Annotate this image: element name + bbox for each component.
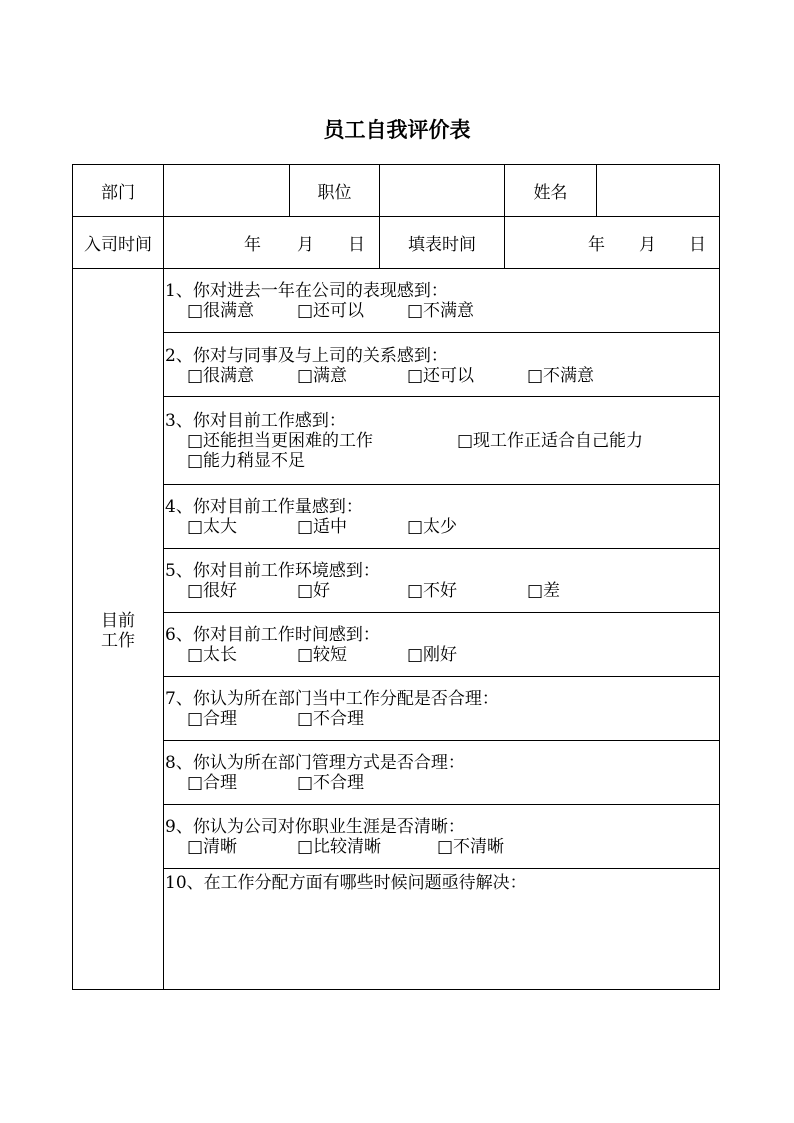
row-divider bbox=[163, 332, 719, 333]
row-divider bbox=[163, 676, 719, 677]
row-divider bbox=[163, 868, 719, 869]
question-7 bbox=[165, 689, 717, 729]
question-text: 5、你对目前工作环境感到： bbox=[165, 561, 380, 581]
section-label-line1: 目前 bbox=[101, 611, 135, 631]
question-text: 2、你对与同事及与上司的关系感到： bbox=[165, 346, 448, 366]
question-text: 3、你对目前工作感到： bbox=[165, 411, 346, 431]
option-checkbox[interactable]: □不合理 bbox=[297, 709, 365, 729]
option-checkbox[interactable]: □还可以 bbox=[407, 366, 475, 386]
option-checkbox[interactable]: □能力稍显不足 bbox=[187, 451, 306, 471]
form-title: 员工自我评价表 bbox=[323, 118, 471, 142]
row-divider bbox=[163, 396, 719, 397]
option-checkbox[interactable]: □满意 bbox=[297, 366, 348, 386]
section-label-line2: 工作 bbox=[101, 631, 135, 651]
option-checkbox[interactable]: □不合理 bbox=[297, 773, 365, 793]
position-label: 职位 bbox=[317, 183, 352, 203]
question-text: 1、你对进去一年在公司的表现感到： bbox=[165, 281, 448, 301]
evaluation-form bbox=[72, 164, 720, 990]
option-checkbox[interactable]: □差 bbox=[527, 581, 561, 601]
fill-date-label: 填表时间 bbox=[408, 235, 476, 255]
question-10-answer-area[interactable] bbox=[164, 895, 719, 989]
option-checkbox[interactable]: □太大 bbox=[187, 517, 238, 537]
option-checkbox[interactable]: □合理 bbox=[187, 709, 238, 729]
option-checkbox[interactable]: □不满意 bbox=[407, 301, 475, 321]
join-month-unit: 月 bbox=[297, 235, 314, 255]
row-divider bbox=[73, 268, 719, 269]
option-checkbox[interactable]: □太少 bbox=[407, 517, 458, 537]
question-text: 4、你对目前工作量感到： bbox=[165, 497, 363, 517]
join-date-label: 入司时间 bbox=[84, 235, 152, 255]
question-text: 6、你对目前工作时间感到： bbox=[165, 625, 380, 645]
join-day-unit: 日 bbox=[348, 235, 365, 255]
department-label: 部门 bbox=[101, 183, 135, 203]
option-checkbox[interactable]: □还可以 bbox=[297, 301, 365, 321]
question-3 bbox=[165, 411, 717, 471]
option-checkbox[interactable]: □较短 bbox=[297, 645, 348, 665]
question-6 bbox=[165, 625, 717, 665]
fill-month-unit: 月 bbox=[639, 235, 656, 255]
option-checkbox[interactable]: □不好 bbox=[407, 581, 458, 601]
question-text: 10、在工作分配方面有哪些时候问题亟待解决： bbox=[165, 873, 527, 893]
option-checkbox[interactable]: □清晰 bbox=[187, 837, 238, 857]
question-10 bbox=[165, 873, 717, 893]
join-year-unit: 年 bbox=[244, 235, 261, 255]
option-checkbox[interactable]: □不清晰 bbox=[437, 837, 505, 857]
join-date-field[interactable] bbox=[164, 217, 379, 268]
question-5 bbox=[165, 561, 717, 601]
question-text: 9、你认为公司对你职业生涯是否清晰： bbox=[165, 817, 465, 837]
name-field[interactable] bbox=[597, 165, 719, 216]
option-checkbox[interactable]: □很满意 bbox=[187, 301, 255, 321]
question-1 bbox=[165, 281, 717, 321]
question-8 bbox=[165, 753, 717, 793]
option-checkbox[interactable]: □太长 bbox=[187, 645, 238, 665]
option-checkbox[interactable]: □好 bbox=[297, 581, 331, 601]
option-checkbox[interactable]: □还能担当更困难的工作 bbox=[187, 431, 374, 451]
question-text: 7、你认为所在部门当中工作分配是否合理： bbox=[165, 689, 499, 709]
question-9 bbox=[165, 817, 717, 857]
section-label bbox=[73, 611, 163, 651]
option-checkbox[interactable]: □比较清晰 bbox=[297, 837, 382, 857]
option-checkbox[interactable]: □很好 bbox=[187, 581, 238, 601]
row-divider bbox=[163, 548, 719, 549]
name-label: 姓名 bbox=[533, 183, 568, 203]
option-checkbox[interactable]: □现工作正适合自己能力 bbox=[457, 431, 644, 451]
col-divider bbox=[163, 165, 164, 989]
question-2 bbox=[165, 346, 717, 386]
fill-day-unit: 日 bbox=[689, 235, 706, 255]
question-text: 8、你认为所在部门管理方式是否合理： bbox=[165, 753, 465, 773]
row-divider bbox=[163, 612, 719, 613]
department-field[interactable] bbox=[164, 165, 289, 216]
option-checkbox[interactable]: □刚好 bbox=[407, 645, 458, 665]
row-divider bbox=[163, 484, 719, 485]
option-checkbox[interactable]: □合理 bbox=[187, 773, 238, 793]
row-divider bbox=[163, 804, 719, 805]
row-divider bbox=[163, 740, 719, 741]
option-checkbox[interactable]: □很满意 bbox=[187, 366, 255, 386]
option-checkbox[interactable]: □不满意 bbox=[527, 366, 595, 386]
fill-date-field[interactable] bbox=[505, 217, 719, 268]
question-4 bbox=[165, 497, 717, 537]
option-checkbox[interactable]: □适中 bbox=[297, 517, 348, 537]
fill-year-unit: 年 bbox=[588, 235, 605, 255]
position-field[interactable] bbox=[380, 165, 504, 216]
